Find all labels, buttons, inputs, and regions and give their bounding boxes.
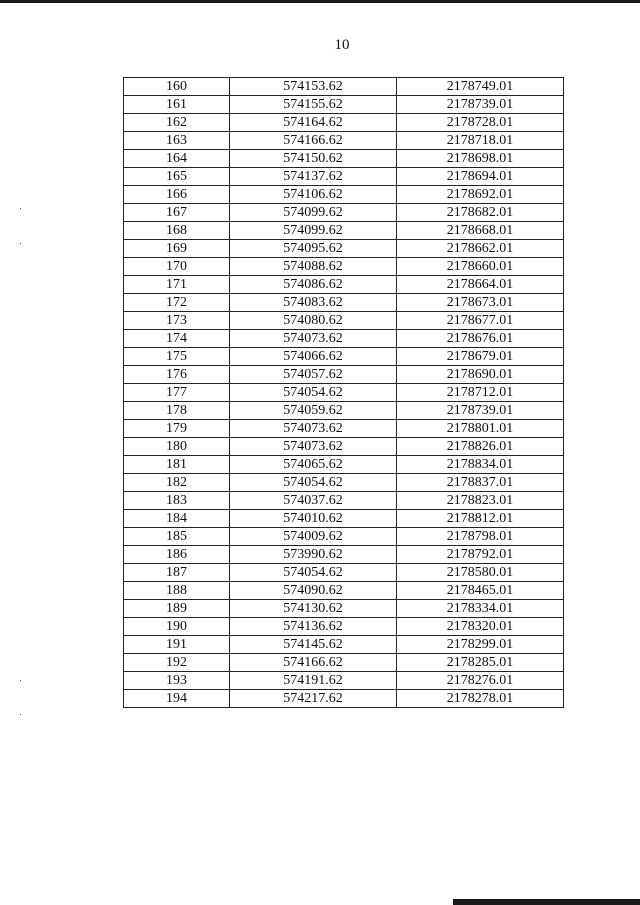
point-number-cell: 179 — [124, 420, 230, 438]
x-coordinate-cell: 574073.62 — [230, 330, 397, 348]
y-coordinate-cell: 2178834.01 — [397, 456, 564, 474]
table-row — [124, 150, 564, 168]
y-coordinate-cell: 2178677.01 — [397, 312, 564, 330]
y-coordinate-cell: 2178334.01 — [397, 600, 564, 618]
table-row — [124, 474, 564, 492]
x-coordinate-cell: 574065.62 — [230, 456, 397, 474]
page-number: 10 — [334, 37, 350, 53]
table-row — [124, 186, 564, 204]
table-row — [124, 348, 564, 366]
point-number-cell: 186 — [124, 546, 230, 564]
table-row — [124, 636, 564, 654]
y-coordinate-cell: 2178664.01 — [397, 276, 564, 294]
point-number-cell: 190 — [124, 618, 230, 636]
point-number-cell: 171 — [124, 276, 230, 294]
y-coordinate-cell: 2178320.01 — [397, 618, 564, 636]
table-row — [124, 114, 564, 132]
x-coordinate-cell: 574066.62 — [230, 348, 397, 366]
y-coordinate-cell: 2178718.01 — [397, 132, 564, 150]
coordinates-table-body — [124, 78, 564, 708]
table-row — [124, 222, 564, 240]
x-coordinate-cell: 574073.62 — [230, 420, 397, 438]
x-coordinate-cell: 574099.62 — [230, 222, 397, 240]
x-coordinate-cell: 574083.62 — [230, 294, 397, 312]
table-row — [124, 564, 564, 582]
point-number-cell: 165 — [124, 168, 230, 186]
point-number-cell: 162 — [124, 114, 230, 132]
x-coordinate-cell: 573990.62 — [230, 546, 397, 564]
y-coordinate-cell: 2178792.01 — [397, 546, 564, 564]
x-coordinate-cell: 574166.62 — [230, 132, 397, 150]
point-number-cell: 177 — [124, 384, 230, 402]
point-number-cell: 167 — [124, 204, 230, 222]
y-coordinate-cell: 2178690.01 — [397, 366, 564, 384]
table-row — [124, 420, 564, 438]
x-coordinate-cell: 574136.62 — [230, 618, 397, 636]
point-number-cell: 163 — [124, 132, 230, 150]
x-coordinate-cell: 574010.62 — [230, 510, 397, 528]
table-row — [124, 510, 564, 528]
point-number-cell: 181 — [124, 456, 230, 474]
point-number-cell: 168 — [124, 222, 230, 240]
x-coordinate-cell: 574137.62 — [230, 168, 397, 186]
point-number-cell: 176 — [124, 366, 230, 384]
table-row — [124, 672, 564, 690]
point-number-cell: 182 — [124, 474, 230, 492]
point-number-cell: 174 — [124, 330, 230, 348]
y-coordinate-cell: 2178812.01 — [397, 510, 564, 528]
table-row — [124, 132, 564, 150]
point-number-cell: 192 — [124, 654, 230, 672]
y-coordinate-cell: 2178694.01 — [397, 168, 564, 186]
y-coordinate-cell: 2178739.01 — [397, 96, 564, 114]
y-coordinate-cell: 2178801.01 — [397, 420, 564, 438]
x-coordinate-cell: 574057.62 — [230, 366, 397, 384]
table-row — [124, 96, 564, 114]
x-coordinate-cell: 574080.62 — [230, 312, 397, 330]
table-row — [124, 690, 564, 708]
point-number-cell: 173 — [124, 312, 230, 330]
x-coordinate-cell: 574073.62 — [230, 438, 397, 456]
y-coordinate-cell: 2178679.01 — [397, 348, 564, 366]
y-coordinate-cell: 2178465.01 — [397, 582, 564, 600]
y-coordinate-cell: 2178668.01 — [397, 222, 564, 240]
scan-speck — [20, 680, 21, 681]
x-coordinate-cell: 574095.62 — [230, 240, 397, 258]
y-coordinate-cell: 2178712.01 — [397, 384, 564, 402]
x-coordinate-cell: 574054.62 — [230, 474, 397, 492]
table-row — [124, 168, 564, 186]
table-row — [124, 366, 564, 384]
point-number-cell: 161 — [124, 96, 230, 114]
point-number-cell: 184 — [124, 510, 230, 528]
x-coordinate-cell: 574145.62 — [230, 636, 397, 654]
point-number-cell: 172 — [124, 294, 230, 312]
point-number-cell: 164 — [124, 150, 230, 168]
y-coordinate-cell: 2178826.01 — [397, 438, 564, 456]
x-coordinate-cell: 574106.62 — [230, 186, 397, 204]
table-row — [124, 654, 564, 672]
x-coordinate-cell: 574153.62 — [230, 78, 397, 96]
x-coordinate-cell: 574155.62 — [230, 96, 397, 114]
x-coordinate-cell: 574009.62 — [230, 528, 397, 546]
coordinates-table — [123, 77, 564, 708]
y-coordinate-cell: 2178285.01 — [397, 654, 564, 672]
y-coordinate-cell: 2178823.01 — [397, 492, 564, 510]
x-coordinate-cell: 574054.62 — [230, 384, 397, 402]
y-coordinate-cell: 2178673.01 — [397, 294, 564, 312]
table-row — [124, 546, 564, 564]
point-number-cell: 194 — [124, 690, 230, 708]
point-number-cell: 183 — [124, 492, 230, 510]
y-coordinate-cell: 2178739.01 — [397, 402, 564, 420]
y-coordinate-cell: 2178278.01 — [397, 690, 564, 708]
y-coordinate-cell: 2178682.01 — [397, 204, 564, 222]
scan-bottom-mark — [453, 899, 640, 905]
point-number-cell: 178 — [124, 402, 230, 420]
scan-speck — [20, 208, 21, 209]
y-coordinate-cell: 2178676.01 — [397, 330, 564, 348]
x-coordinate-cell: 574164.62 — [230, 114, 397, 132]
x-coordinate-cell: 574099.62 — [230, 204, 397, 222]
x-coordinate-cell: 574037.62 — [230, 492, 397, 510]
point-number-cell: 180 — [124, 438, 230, 456]
x-coordinate-cell: 574166.62 — [230, 654, 397, 672]
point-number-cell: 175 — [124, 348, 230, 366]
y-coordinate-cell: 2178749.01 — [397, 78, 564, 96]
point-number-cell: 188 — [124, 582, 230, 600]
table-row — [124, 384, 564, 402]
y-coordinate-cell: 2178580.01 — [397, 564, 564, 582]
table-row — [124, 258, 564, 276]
table-row — [124, 78, 564, 96]
x-coordinate-cell: 574191.62 — [230, 672, 397, 690]
point-number-cell: 189 — [124, 600, 230, 618]
scan-top-edge — [0, 0, 640, 3]
y-coordinate-cell: 2178698.01 — [397, 150, 564, 168]
y-coordinate-cell: 2178728.01 — [397, 114, 564, 132]
point-number-cell: 169 — [124, 240, 230, 258]
y-coordinate-cell: 2178660.01 — [397, 258, 564, 276]
y-coordinate-cell: 2178299.01 — [397, 636, 564, 654]
point-number-cell: 185 — [124, 528, 230, 546]
table-row — [124, 204, 564, 222]
table-row — [124, 438, 564, 456]
table-row — [124, 240, 564, 258]
point-number-cell: 191 — [124, 636, 230, 654]
table-row — [124, 276, 564, 294]
y-coordinate-cell: 2178276.01 — [397, 672, 564, 690]
point-number-cell: 160 — [124, 78, 230, 96]
table-row — [124, 600, 564, 618]
y-coordinate-cell: 2178692.01 — [397, 186, 564, 204]
x-coordinate-cell: 574059.62 — [230, 402, 397, 420]
x-coordinate-cell: 574150.62 — [230, 150, 397, 168]
x-coordinate-cell: 574130.62 — [230, 600, 397, 618]
x-coordinate-cell: 574088.62 — [230, 258, 397, 276]
x-coordinate-cell: 574054.62 — [230, 564, 397, 582]
y-coordinate-cell: 2178798.01 — [397, 528, 564, 546]
x-coordinate-cell: 574090.62 — [230, 582, 397, 600]
table-row — [124, 492, 564, 510]
point-number-cell: 187 — [124, 564, 230, 582]
table-row — [124, 456, 564, 474]
table-row — [124, 330, 564, 348]
table-row — [124, 312, 564, 330]
x-coordinate-cell: 574217.62 — [230, 690, 397, 708]
table-row — [124, 294, 564, 312]
scan-speck — [20, 243, 21, 244]
table-row — [124, 528, 564, 546]
y-coordinate-cell: 2178662.01 — [397, 240, 564, 258]
scan-speck — [20, 714, 21, 715]
point-number-cell: 193 — [124, 672, 230, 690]
y-coordinate-cell: 2178837.01 — [397, 474, 564, 492]
table-row — [124, 618, 564, 636]
point-number-cell: 170 — [124, 258, 230, 276]
point-number-cell: 166 — [124, 186, 230, 204]
table-row — [124, 582, 564, 600]
x-coordinate-cell: 574086.62 — [230, 276, 397, 294]
table-row — [124, 402, 564, 420]
